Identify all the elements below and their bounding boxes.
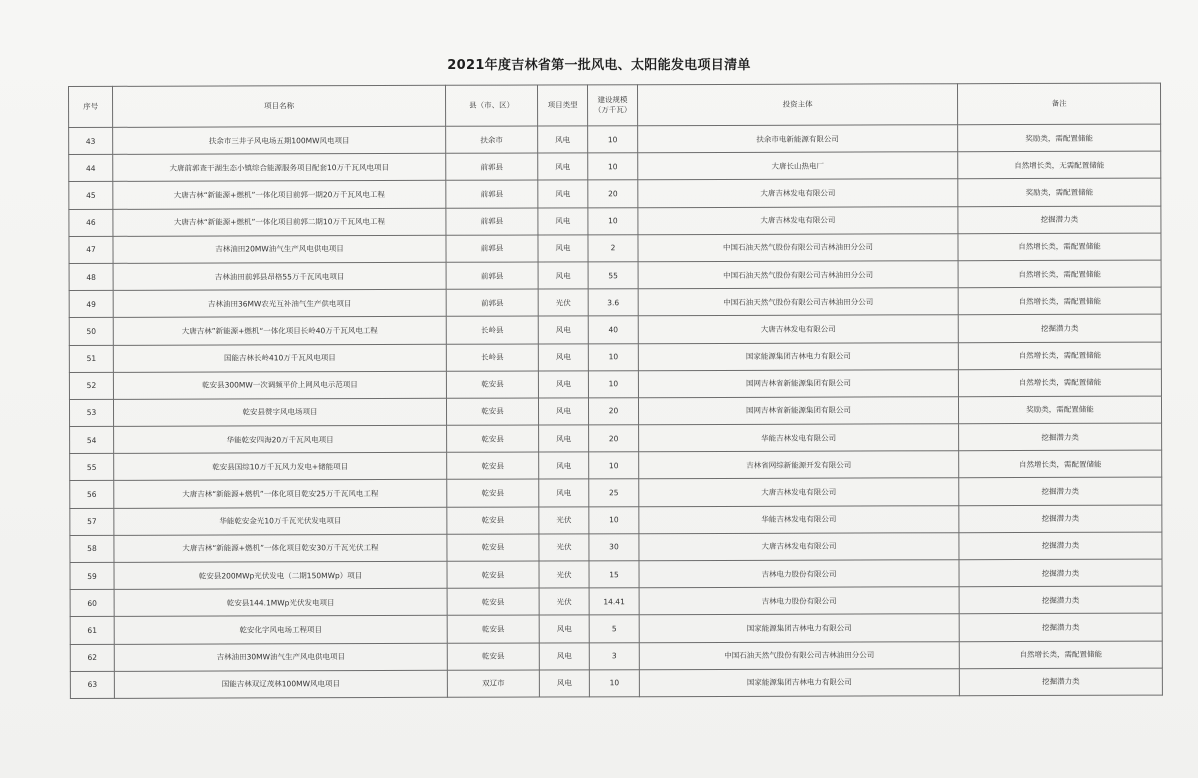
table-row xyxy=(69,260,1161,291)
cell-seq: 50 xyxy=(69,318,113,345)
cell-seq: 57 xyxy=(70,508,114,535)
cell-scale: 5 xyxy=(589,615,639,642)
cell-project-type: 风电 xyxy=(538,316,588,343)
cell-scale: 10 xyxy=(588,343,638,370)
cell-note: 自然增长类，需配置储能 xyxy=(958,260,1161,288)
cell-project-type: 风电 xyxy=(539,452,589,479)
cell-project-name: 国能吉林双辽茂林100MW风电项目 xyxy=(114,670,447,698)
cell-note: 挖掘潜力类 xyxy=(959,613,1162,641)
cell-seq: 54 xyxy=(70,426,114,453)
cell-county: 双辽市 xyxy=(447,670,539,697)
cell-project-type: 风电 xyxy=(538,343,588,370)
cell-county: 前郭县 xyxy=(446,153,538,180)
header-county: 县（市、区） xyxy=(445,85,537,126)
cell-county: 前郭县 xyxy=(446,289,538,316)
cell-project-type: 风电 xyxy=(538,371,588,398)
table-row xyxy=(69,124,1161,155)
cell-county: 乾安县 xyxy=(447,643,539,670)
cell-project-type: 风电 xyxy=(538,153,588,180)
cell-scale: 10 xyxy=(588,126,638,153)
cell-investor: 大唐吉林发电有限公司 xyxy=(638,315,958,343)
project-table xyxy=(68,83,1163,699)
table-row xyxy=(70,450,1162,481)
cell-county: 前郭县 xyxy=(446,235,538,262)
cell-investor: 大唐吉林发电有限公司 xyxy=(638,179,958,207)
table-header-row xyxy=(69,83,1161,127)
cell-project-name: 吉林油田前郭县昂格55万千瓦风电项目 xyxy=(113,262,446,290)
table-row xyxy=(70,532,1162,563)
cell-investor: 大唐吉林发电有限公司 xyxy=(639,533,959,561)
cell-note: 挖掘潜力类 xyxy=(958,314,1161,342)
header-seq: 序号 xyxy=(69,86,113,127)
document-title: 2021年度吉林省第一批风电、太阳能发电项目清单 xyxy=(447,58,751,73)
cell-scale: 20 xyxy=(588,398,638,425)
cell-note: 自然增长类，需配置储能 xyxy=(958,369,1161,397)
cell-scale: 10 xyxy=(589,506,639,533)
cell-scale: 10 xyxy=(589,452,639,479)
cell-county: 长岭县 xyxy=(446,344,538,371)
cell-note: 自然增长类，需配置储能 xyxy=(958,342,1161,370)
cell-scale: 15 xyxy=(589,561,639,588)
cell-scale: 40 xyxy=(588,316,638,343)
cell-investor: 国网吉林省新能源集团有限公司 xyxy=(638,369,958,397)
cell-seq: 61 xyxy=(70,617,114,644)
table-row xyxy=(69,396,1161,427)
cell-investor: 中国石油天然气股份有限公司吉林油田分公司 xyxy=(638,261,958,289)
cell-note: 奖励类，需配置储能 xyxy=(958,178,1161,206)
cell-county: 扶余市 xyxy=(446,126,538,153)
cell-note: 挖掘潜力类 xyxy=(959,505,1162,533)
cell-county: 乾安县 xyxy=(447,615,539,642)
cell-investor: 国家能源集团吉林电力有限公司 xyxy=(639,614,959,642)
cell-project-name: 大唐前郭查干湖生态小镇综合能源服务项目配套10万千瓦风电项目 xyxy=(113,154,446,182)
cell-seq: 60 xyxy=(70,590,114,617)
cell-county: 前郭县 xyxy=(446,262,538,289)
header-name: 项目名称 xyxy=(113,85,446,127)
cell-project-type: 风电 xyxy=(538,235,588,262)
cell-project-name: 大唐吉林“新能源+燃机”一体化项目前郭二期10万千瓦风电工程 xyxy=(113,208,446,236)
cell-investor: 中国石油天然气股份有限公司吉林油田分公司 xyxy=(638,288,958,316)
cell-project-type: 光伏 xyxy=(539,588,589,615)
cell-county: 乾安县 xyxy=(447,588,539,615)
cell-scale: 10 xyxy=(588,207,638,234)
cell-seq: 62 xyxy=(70,644,114,671)
cell-county: 乾安县 xyxy=(447,561,539,588)
cell-project-type: 光伏 xyxy=(538,289,588,316)
cell-scale: 2 xyxy=(588,234,638,261)
cell-project-type: 风电 xyxy=(538,398,588,425)
cell-project-type: 风电 xyxy=(538,126,588,153)
cell-note: 奖励类，需配置储能 xyxy=(958,124,1161,152)
cell-county: 乾安县 xyxy=(447,479,539,506)
table-row xyxy=(70,559,1162,590)
cell-project-name: 扶余市三井子风电场五期100MW风电项目 xyxy=(113,126,446,154)
cell-county: 长岭县 xyxy=(446,316,538,343)
table-row xyxy=(69,369,1161,400)
cell-seq: 49 xyxy=(69,290,113,317)
cell-scale: 3 xyxy=(589,642,639,669)
cell-project-name: 大唐吉林“新能源+燃机”一体化项目乾安30万千瓦光伏工程 xyxy=(114,534,447,562)
cell-seq: 48 xyxy=(69,263,113,290)
cell-county: 前郭县 xyxy=(446,208,538,235)
cell-seq: 53 xyxy=(69,399,113,426)
cell-investor: 大唐吉林发电有限公司 xyxy=(639,478,959,506)
cell-scale: 25 xyxy=(589,479,639,506)
cell-seq: 43 xyxy=(69,127,113,154)
header-investor: 投资主体 xyxy=(637,84,957,126)
cell-investor: 吉林省网综新能源开发有限公司 xyxy=(639,451,959,479)
cell-investor: 大唐长山热电厂 xyxy=(638,152,958,180)
table-row xyxy=(69,178,1161,209)
cell-investor: 华能吉林发电有限公司 xyxy=(639,505,959,533)
cell-project-name: 大唐吉林“新能源+燃机”一体化项目乾安25万千瓦风电工程 xyxy=(114,480,447,508)
cell-project-name: 吉林油田20MW油气生产风电供电项目 xyxy=(113,235,446,263)
cell-investor: 华能吉林发电有限公司 xyxy=(639,424,959,452)
cell-scale: 3.6 xyxy=(588,289,638,316)
cell-seq: 58 xyxy=(70,535,114,562)
cell-county: 乾安县 xyxy=(446,371,538,398)
cell-project-type: 风电 xyxy=(538,207,588,234)
cell-note: 挖掘潜力类 xyxy=(959,668,1162,696)
cell-project-type: 风电 xyxy=(539,479,589,506)
cell-project-type: 风电 xyxy=(538,262,588,289)
cell-scale: 10 xyxy=(588,370,638,397)
table-row xyxy=(69,233,1161,264)
cell-seq: 45 xyxy=(69,182,113,209)
table-row xyxy=(70,505,1162,536)
cell-scale: 20 xyxy=(589,425,639,452)
cell-scale: 10 xyxy=(589,669,639,696)
table-row xyxy=(69,314,1161,345)
table-row xyxy=(70,586,1162,617)
table-row xyxy=(70,668,1162,699)
cell-investor: 中国石油天然气股份有限公司吉林油田分公司 xyxy=(639,641,959,669)
table-row xyxy=(69,287,1161,318)
cell-investor: 吉林电力股份有限公司 xyxy=(639,560,959,588)
cell-seq: 55 xyxy=(70,454,114,481)
table-row xyxy=(70,423,1162,454)
cell-project-name: 乾安县200MWp光伏发电（二期150MWp）项目 xyxy=(114,561,447,589)
cell-county: 前郭县 xyxy=(446,180,538,207)
cell-project-name: 乾安化字风电场工程项目 xyxy=(114,616,447,644)
cell-note: 挖掘潜力类 xyxy=(959,532,1162,560)
cell-note: 挖掘潜力类 xyxy=(959,423,1162,451)
cell-note: 挖掘潜力类 xyxy=(958,206,1161,234)
cell-project-type: 风电 xyxy=(538,180,588,207)
cell-scale: 55 xyxy=(588,262,638,289)
cell-county: 乾安县 xyxy=(447,425,539,452)
cell-project-name: 乾安县144.1MWp光伏发电项目 xyxy=(114,588,447,616)
cell-scale: 30 xyxy=(589,534,639,561)
cell-project-type: 光伏 xyxy=(539,561,589,588)
cell-project-name: 国能吉林长岭410万千瓦风电项目 xyxy=(113,344,446,372)
cell-investor: 大唐吉林发电有限公司 xyxy=(638,206,958,234)
cell-project-type: 光伏 xyxy=(539,506,589,533)
cell-note: 自然增长类，需配置储能 xyxy=(958,233,1161,261)
table-row xyxy=(70,478,1162,509)
cell-investor: 扶余市电新能源有限公司 xyxy=(638,125,958,153)
cell-scale: 10 xyxy=(588,153,638,180)
table-row xyxy=(69,151,1161,182)
cell-project-name: 吉林油田30MW油气生产风电供电项目 xyxy=(114,643,447,671)
cell-investor: 吉林电力股份有限公司 xyxy=(639,587,959,615)
cell-note: 自然增长类，需配置储能 xyxy=(959,450,1162,478)
cell-seq: 59 xyxy=(70,562,114,589)
cell-scale: 14.41 xyxy=(589,588,639,615)
cell-project-type: 风电 xyxy=(539,425,589,452)
cell-project-name: 华能乾安四海20万千瓦风电项目 xyxy=(114,425,447,453)
cell-note: 挖掘潜力类 xyxy=(959,559,1162,587)
cell-seq: 47 xyxy=(69,236,113,263)
cell-note: 奖励类，需配置储能 xyxy=(958,396,1161,424)
cell-note: 挖掘潜力类 xyxy=(959,478,1162,506)
cell-seq: 63 xyxy=(70,671,114,698)
cell-project-type: 风电 xyxy=(539,642,589,669)
cell-investor: 国家能源集团吉林电力有限公司 xyxy=(638,342,958,370)
cell-project-name: 吉林油田36MW农光互补油气生产供电项目 xyxy=(113,289,446,317)
cell-county: 乾安县 xyxy=(447,534,539,561)
cell-investor: 中国石油天然气股份有限公司吉林油田分公司 xyxy=(638,233,958,261)
cell-project-name: 华能乾安金光10万千瓦光伏发电项目 xyxy=(114,507,447,535)
cell-scale: 20 xyxy=(588,180,638,207)
cell-investor: 国家能源集团吉林电力有限公司 xyxy=(639,668,959,696)
cell-seq: 44 xyxy=(69,155,113,182)
cell-county: 乾安县 xyxy=(446,398,538,425)
cell-project-name: 大唐吉林”新能源+燃机“一体化项目长岭40万千瓦风电工程 xyxy=(113,317,446,345)
cell-investor: 国网吉林省新能源集团有限公司 xyxy=(638,397,958,425)
cell-project-name: 大唐吉林“新能源+燃机”一体化项目前郭一期20万千瓦风电工程 xyxy=(113,181,446,209)
cell-note: 挖掘潜力类 xyxy=(959,586,1162,614)
cell-project-type: 风电 xyxy=(539,670,589,697)
table-body xyxy=(69,124,1163,698)
cell-county: 乾安县 xyxy=(447,507,539,534)
table-row xyxy=(70,613,1162,644)
cell-project-type: 光伏 xyxy=(539,534,589,561)
cell-project-name: 乾安县赞字风电场项目 xyxy=(113,398,446,426)
cell-seq: 52 xyxy=(69,372,113,399)
cell-project-name: 乾安县300MW一次调频平价上网风电示范项目 xyxy=(113,371,446,399)
cell-note: 自然增长类，需配置储能 xyxy=(958,287,1161,315)
table-row xyxy=(69,342,1161,373)
cell-seq: 51 xyxy=(69,345,113,372)
cell-seq: 56 xyxy=(70,481,114,508)
header-note: 备注 xyxy=(957,83,1160,125)
table-row xyxy=(70,641,1162,672)
header-type: 项目类型 xyxy=(537,85,587,126)
cell-seq: 46 xyxy=(69,209,113,236)
header-scale: 建设规模 （万千瓦） xyxy=(587,85,637,126)
cell-note: 自然增长类，需配置储能 xyxy=(959,641,1162,669)
table-row xyxy=(69,206,1161,237)
cell-project-name: 乾安县国综10万千瓦风力发电+储能项目 xyxy=(114,453,447,481)
cell-county: 乾安县 xyxy=(447,452,539,479)
cell-project-type: 风电 xyxy=(539,615,589,642)
cell-note: 自然增长类，无需配置储能 xyxy=(958,151,1161,179)
